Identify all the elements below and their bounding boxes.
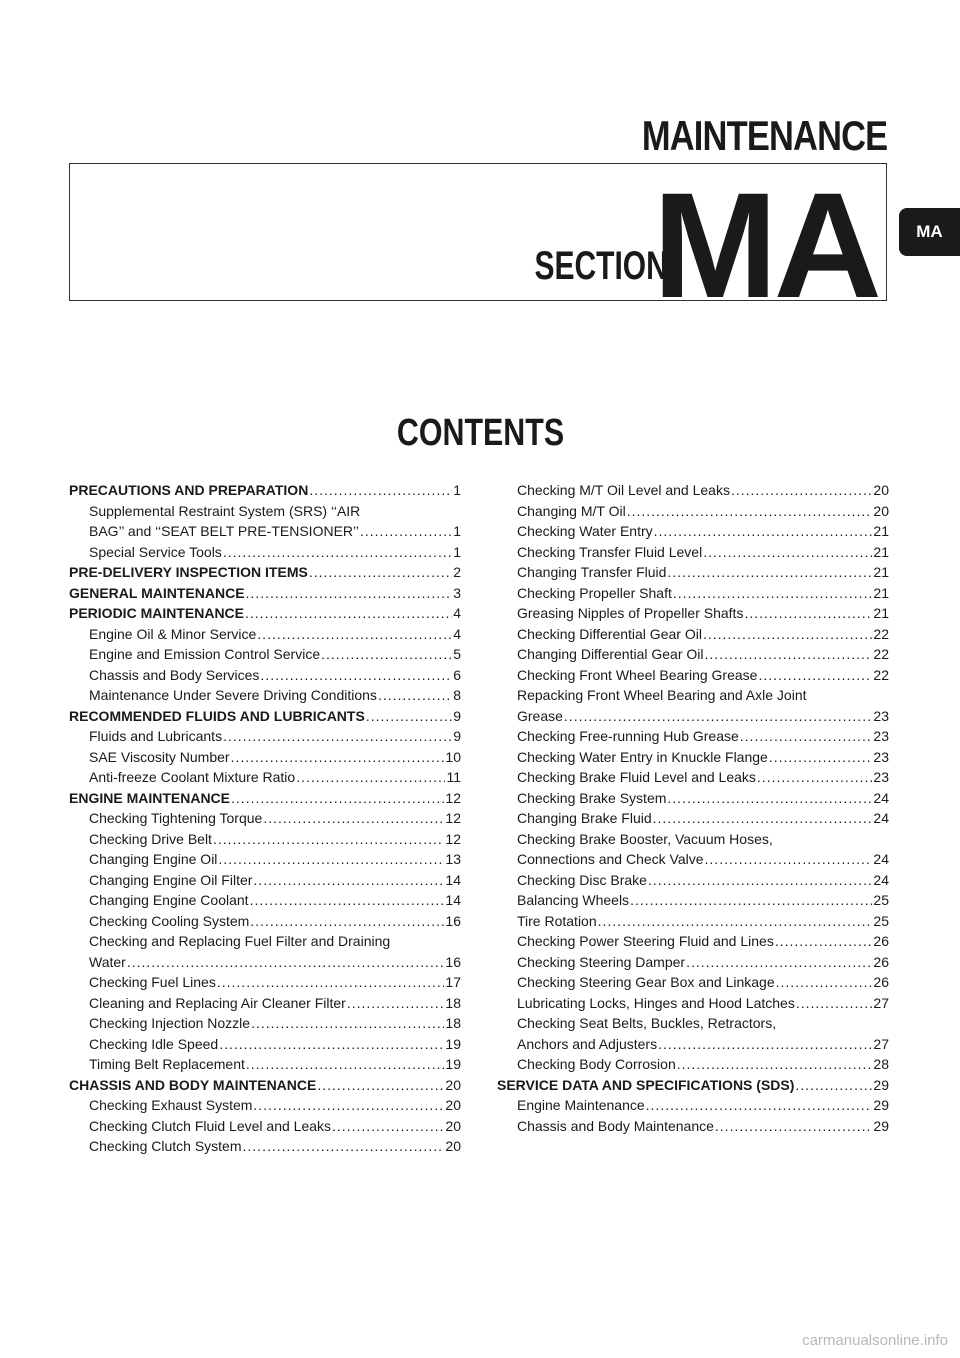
- toc-leader-dots: [263, 808, 444, 829]
- toc-page-number: 23: [873, 707, 889, 724]
- toc-section-entry[interactable]: [69, 1075, 461, 1096]
- toc-entry[interactable]: [497, 747, 889, 768]
- toc-entry-title: ENGINE MAINTENANCE: [69, 789, 231, 806]
- toc-entry-title: Changing Engine Oil Filter: [89, 871, 253, 888]
- toc-entry-title: Checking Fuel Lines: [89, 974, 216, 990]
- toc-entry-title: Checking Differential Gear Oil: [517, 625, 702, 642]
- toc-entry[interactable]: [497, 1054, 889, 1075]
- toc-entry[interactable]: [497, 931, 889, 952]
- toc-page-number: 11: [446, 769, 461, 785]
- toc-entry[interactable]: [69, 911, 461, 932]
- toc-entry[interactable]: [497, 952, 889, 973]
- toc-leader-dots: [246, 583, 453, 604]
- toc-page-number: 22: [873, 625, 889, 642]
- toc-leader-dots: [715, 1116, 873, 1137]
- toc-entry[interactable]: [69, 501, 461, 522]
- toc-page-number: 19: [445, 1056, 461, 1072]
- toc-leader-dots: [744, 603, 872, 624]
- toc-leader-dots: [231, 747, 445, 768]
- toc-entry[interactable]: [497, 829, 889, 850]
- toc-page-number: 3: [453, 584, 461, 601]
- toc-page-number: 21: [873, 605, 889, 621]
- toc-page-number: 22: [873, 666, 889, 683]
- toc-entry[interactable]: [69, 972, 461, 993]
- toc-page-number: 21: [873, 543, 889, 560]
- toc-leader-dots: [686, 952, 872, 973]
- toc-entry-title: Checking Power Steering Fluid and Lines: [517, 933, 774, 949]
- toc-entry[interactable]: [497, 808, 889, 829]
- toc-page-number: 9: [453, 707, 461, 724]
- toc-leader-dots: [673, 583, 873, 604]
- toc-leader-dots: [795, 1075, 872, 1096]
- toc-entry[interactable]: [69, 685, 461, 706]
- toc-entry[interactable]: [69, 767, 461, 788]
- toc-entry-title: Checking Exhaust System: [89, 1097, 253, 1113]
- toc-entry[interactable]: [69, 1034, 461, 1055]
- toc-entry[interactable]: [497, 583, 889, 604]
- toc-leader-dots: [776, 972, 873, 993]
- toc-entry[interactable]: [69, 1013, 461, 1034]
- toc-entry[interactable]: [497, 788, 889, 809]
- toc-leader-dots: [646, 1095, 873, 1116]
- toc-leader-dots: [257, 624, 452, 645]
- toc-entry-title: RECOMMENDED FLUIDS AND LUBRICANTS: [69, 707, 365, 724]
- toc-entry-title: Chassis and Body Maintenance: [517, 1117, 714, 1134]
- toc-entry-title: Lubricating Locks, Hinges and Hood Latches: [517, 994, 795, 1011]
- toc-page-number: 18: [445, 1015, 461, 1031]
- toc-entry-title: Checking Steering Gear Box and Linkage: [517, 974, 775, 990]
- toc-page-number: 24: [873, 851, 889, 867]
- toc-page-number: 13: [445, 851, 461, 867]
- section-banner: [69, 161, 887, 329]
- toc-page-number: 20: [445, 1117, 461, 1134]
- toc-leader-dots: [658, 1034, 872, 1055]
- toc-page-number: 24: [873, 789, 889, 806]
- toc-entry[interactable]: [497, 501, 889, 522]
- toc-page-number: 29: [873, 1097, 889, 1113]
- toc-entry-title: Checking Body Corrosion: [517, 1056, 676, 1072]
- toc-entry-title: Chassis and Body Services: [89, 666, 260, 683]
- toc-entry[interactable]: [497, 624, 889, 645]
- toc-leader-dots: [598, 911, 873, 932]
- toc-entry-title: Checking Brake System: [517, 789, 667, 806]
- toc-leader-dots: [309, 480, 452, 501]
- toc-entry-title: Changing M/T Oil: [517, 502, 626, 519]
- toc-entry[interactable]: [69, 644, 461, 665]
- toc-entry[interactable]: [497, 603, 889, 624]
- toc-leader-dots: [677, 1054, 873, 1075]
- toc-page-number: 1: [453, 482, 461, 498]
- toc-leader-dots: [223, 542, 452, 563]
- toc-entry[interactable]: [69, 849, 461, 870]
- toc-entry-title: PRECAUTIONS AND PREPARATION: [69, 482, 309, 498]
- toc-entry[interactable]: [497, 911, 889, 932]
- toc-page-number: 24: [873, 810, 889, 826]
- toc-entry[interactable]: [497, 542, 889, 563]
- toc-page-number: 22: [873, 646, 889, 662]
- toc-entry-title: Changing Brake Fluid: [517, 810, 652, 826]
- toc-entry-title: Checking Seat Belts, Buckles, Retractors,: [517, 1015, 777, 1031]
- toc-entry-title: BAG’’ and ‘‘SEAT BELT PRE-TENSIONER’’: [89, 523, 359, 539]
- toc-page-number: 23: [873, 728, 889, 744]
- section-label: SECTION: [534, 244, 668, 288]
- toc-entry[interactable]: [497, 870, 889, 891]
- toc-entry-title: Changing Engine Oil: [89, 851, 218, 867]
- toc-entry-title: PERIODIC MAINTENANCE: [69, 605, 245, 621]
- toc-leader-dots: [654, 521, 873, 542]
- toc-entry-title: Anchors and Adjusters: [517, 1035, 658, 1052]
- toc-entry-title: Checking Injection Nozzle: [89, 1015, 251, 1031]
- toc-entry[interactable]: [497, 767, 889, 788]
- toc-leader-dots: [796, 993, 873, 1014]
- toc-entry-title: SAE Viscosity Number: [89, 748, 230, 765]
- toc-leader-dots: [219, 1034, 444, 1055]
- toc-entry-title: Fluids and Lubricants: [89, 728, 223, 744]
- toc-entry-title: Checking Idle Speed: [89, 1035, 219, 1052]
- toc-leader-dots: [667, 788, 872, 809]
- toc-entry[interactable]: [69, 829, 461, 850]
- toc-entry-title: Checking Cooling System: [89, 912, 250, 929]
- toc-section-entry[interactable]: [69, 706, 461, 727]
- toc-entry[interactable]: [497, 685, 889, 706]
- footer-watermark: carmanualsonline.info: [802, 1332, 948, 1349]
- toc-entry[interactable]: [69, 931, 461, 952]
- toc-leader-dots: [758, 665, 872, 686]
- toc-entry-title: Engine and Emission Control Service: [89, 646, 321, 662]
- toc-leader-dots: [667, 562, 872, 583]
- toc-page-number: 21: [873, 584, 889, 601]
- toc-page-number: 29: [873, 1076, 889, 1093]
- toc-entry-title: Balancing Wheels: [517, 892, 630, 908]
- toc-entry[interactable]: [69, 1136, 461, 1157]
- toc-entry-title: Changing Transfer Fluid: [517, 564, 667, 580]
- toc-page-number: 9: [453, 728, 461, 744]
- section-side-tab[interactable]: MA: [899, 208, 960, 256]
- toc-leader-dots: [653, 808, 873, 829]
- toc-page-number: 23: [873, 748, 889, 765]
- toc-leader-dots: [366, 706, 452, 727]
- toc-page-number: 8: [453, 687, 461, 703]
- toc-section-entry[interactable]: [69, 583, 461, 604]
- toc-entry-title: Checking Free-running Hub Grease: [517, 728, 739, 744]
- toc-entry-title: Greasing Nipples of Propeller Shafts: [517, 605, 744, 621]
- toc-page-number: 27: [873, 1035, 889, 1052]
- toc-leader-dots: [731, 480, 872, 501]
- toc-entry[interactable]: [497, 521, 889, 542]
- toc-leader-dots: [243, 1136, 445, 1157]
- toc-entry[interactable]: [69, 890, 461, 911]
- toc-entry-title: SERVICE DATA AND SPECIFICATIONS (SDS): [497, 1076, 795, 1093]
- toc-page-number: 23: [873, 769, 889, 785]
- toc-entry-title: Grease: [517, 707, 563, 724]
- toc-entry[interactable]: [497, 972, 889, 993]
- toc-page-number: 20: [873, 482, 889, 498]
- toc-entry-title: Maintenance Under Severe Driving Conditions: [89, 687, 377, 703]
- toc-page-number: 12: [445, 789, 461, 806]
- toc-page-number: 29: [873, 1117, 889, 1134]
- toc-leader-dots: [378, 685, 452, 706]
- toc-section-entry[interactable]: [69, 562, 461, 583]
- toc-page-number: 14: [445, 871, 461, 888]
- toc-page-number: 27: [873, 994, 889, 1011]
- toc-leader-dots: [309, 562, 452, 583]
- toc-entry[interactable]: [69, 747, 461, 768]
- toc-entry-title: Checking Disc Brake: [517, 871, 647, 888]
- toc-entry-title: Checking Water Entry: [517, 523, 653, 539]
- toc-entry-title: Engine Maintenance: [517, 1097, 645, 1113]
- toc-entry[interactable]: [69, 624, 461, 645]
- toc-page-number: 12: [445, 830, 461, 847]
- toc-leader-dots: [251, 1013, 444, 1034]
- toc-entry-title: Checking and Replacing Fuel Filter and Draining: [89, 933, 391, 949]
- toc-entry[interactable]: [69, 870, 461, 891]
- toc-page-number: 16: [445, 953, 461, 970]
- toc-entry[interactable]: [497, 726, 889, 747]
- toc-entry[interactable]: [497, 665, 889, 686]
- toc-entry-title: Checking Clutch System: [89, 1138, 242, 1154]
- toc-page-number: 6: [453, 666, 461, 683]
- toc-leader-dots: [769, 747, 873, 768]
- toc-entry[interactable]: [497, 1034, 889, 1055]
- toc-leader-dots: [260, 665, 452, 686]
- toc-page-number: 20: [445, 1076, 461, 1093]
- toc-entry[interactable]: [497, 890, 889, 911]
- toc-leader-dots: [630, 890, 872, 911]
- toc-entry-title: Checking Front Wheel Bearing Grease: [517, 666, 758, 683]
- toc-entry[interactable]: [497, 993, 889, 1014]
- toc-entry-title: CHASSIS AND BODY MAINTENANCE: [69, 1076, 317, 1093]
- toc-page-number: 24: [873, 871, 889, 888]
- toc-entry-title: Checking M/T Oil Level and Leaks: [517, 482, 730, 498]
- toc-page-number: 26: [873, 974, 889, 990]
- toc-leader-dots: [317, 1075, 444, 1096]
- toc-entry[interactable]: [497, 480, 889, 501]
- toc-entry[interactable]: [69, 1095, 461, 1116]
- toc-page-number: 16: [445, 912, 461, 929]
- toc-entry[interactable]: [69, 665, 461, 686]
- toc-leader-dots: [360, 521, 452, 542]
- toc-page-number: 10: [445, 748, 461, 765]
- toc-entry-title: Checking Clutch Fluid Level and Leaks: [89, 1117, 332, 1134]
- toc-leader-dots: [564, 706, 873, 727]
- toc-leader-dots: [705, 644, 873, 665]
- toc-page-number: 2: [453, 564, 461, 580]
- toc-leader-dots: [253, 870, 444, 891]
- toc-entry-title: GENERAL MAINTENANCE: [69, 584, 245, 601]
- toc-page-number: 20: [445, 1097, 461, 1113]
- toc-leader-dots: [321, 644, 452, 665]
- toc-leader-dots: [245, 603, 452, 624]
- toc-entry[interactable]: [497, 849, 889, 870]
- toc-entry[interactable]: [69, 993, 461, 1014]
- toc-page-number: 1: [453, 543, 461, 560]
- toc-entry-title: Checking Drive Belt: [89, 830, 212, 847]
- toc-entry[interactable]: [69, 952, 461, 973]
- toc-entry[interactable]: [69, 521, 461, 542]
- toc-entry-title: Changing Engine Coolant: [89, 892, 249, 908]
- toc-entry[interactable]: [69, 1054, 461, 1075]
- toc-entry-title: Timing Belt Replacement: [89, 1056, 245, 1072]
- toc-entry-title: Connections and Check Valve: [517, 851, 704, 867]
- toc-page-number: 20: [873, 502, 889, 519]
- toc-entry-title: PRE-DELIVERY INSPECTION ITEMS: [69, 564, 308, 580]
- toc-entry-title: Checking Transfer Fluid Level: [517, 543, 703, 560]
- toc-page-number: 4: [453, 605, 461, 621]
- toc-entry-title: Engine Oil & Minor Service: [89, 625, 257, 642]
- toc-entry[interactable]: [69, 808, 461, 829]
- toc-leader-dots: [250, 911, 444, 932]
- toc-entry-title: Water: [89, 953, 126, 970]
- toc-entry-title: Supplemental Restraint System (SRS) ‘‘AIR: [89, 502, 361, 519]
- toc-page-number: 18: [445, 994, 461, 1011]
- toc-page-number: 25: [873, 892, 889, 908]
- toc-leader-dots: [705, 849, 873, 870]
- toc-leader-dots: [627, 501, 873, 522]
- toc-entry-title: Anti-freeze Coolant Mixture Ratio: [89, 769, 296, 785]
- contents-heading: [0, 412, 960, 455]
- toc-entry-title: Repacking Front Wheel Bearing and Axle Joint: [517, 687, 807, 703]
- toc-entry-title: Checking Tightening Torque: [89, 810, 263, 826]
- toc-entry[interactable]: [497, 1116, 889, 1137]
- toc-leader-dots: [775, 931, 873, 952]
- toc-leader-dots: [253, 1095, 444, 1116]
- toc-left-column: [69, 480, 461, 1157]
- toc-page-number: 20: [445, 1138, 461, 1154]
- toc-section-entry[interactable]: [69, 788, 461, 809]
- toc-leader-dots: [703, 624, 872, 645]
- toc-leader-dots: [231, 788, 444, 809]
- toc-page-number: 26: [873, 933, 889, 949]
- toc-leader-dots: [703, 542, 872, 563]
- toc-entry[interactable]: [69, 726, 461, 747]
- toc-leader-dots: [757, 767, 873, 788]
- toc-entry[interactable]: [69, 1116, 461, 1137]
- toc-entry-title: Checking Steering Damper: [517, 953, 686, 970]
- toc-leader-dots: [213, 829, 444, 850]
- toc-section-entry[interactable]: [69, 603, 461, 624]
- toc-right-column: [497, 480, 889, 1136]
- toc-page-number: 21: [873, 564, 889, 580]
- toc-leader-dots: [218, 849, 444, 870]
- toc-page-number: 4: [453, 625, 461, 642]
- toc-page-number: 26: [873, 953, 889, 970]
- toc-entry-title: Tire Rotation: [517, 912, 597, 929]
- toc-leader-dots: [648, 870, 872, 891]
- toc-entry-title: Special Service Tools: [89, 543, 222, 560]
- toc-page-number: 25: [873, 912, 889, 929]
- toc-entry[interactable]: [497, 562, 889, 583]
- toc-entry[interactable]: [497, 1013, 889, 1034]
- toc-leader-dots: [250, 890, 445, 911]
- toc-entry[interactable]: [497, 1095, 889, 1116]
- toc-leader-dots: [127, 952, 445, 973]
- toc-leader-dots: [217, 972, 445, 993]
- toc-leader-dots: [740, 726, 873, 747]
- toc-entry[interactable]: [497, 644, 889, 665]
- toc-page-number: 5: [453, 646, 461, 662]
- toc-page-number: 28: [873, 1056, 889, 1072]
- toc-entry-title: Checking Water Entry in Knuckle Flange: [517, 748, 768, 765]
- toc-page-number: 17: [445, 974, 461, 990]
- toc-leader-dots: [332, 1116, 444, 1137]
- toc-page-number: 19: [445, 1035, 461, 1052]
- toc-leader-dots: [296, 767, 445, 788]
- toc-entry-title: Cleaning and Replacing Air Cleaner Filter: [89, 994, 346, 1011]
- toc-page-number: 21: [873, 523, 889, 539]
- toc-entry-title: Checking Brake Fluid Level and Leaks: [517, 769, 756, 785]
- toc-page-number: 12: [445, 810, 461, 826]
- toc-entry[interactable]: [497, 706, 889, 727]
- toc-entry[interactable]: [69, 542, 461, 563]
- toc-section-entry[interactable]: [497, 1075, 889, 1096]
- toc-entry-title: Checking Propeller Shaft: [517, 584, 672, 601]
- toc-page-number: 14: [445, 892, 461, 908]
- toc-leader-dots: [347, 993, 445, 1014]
- toc-leader-dots: [223, 726, 452, 747]
- page-title: MAINTENANCE: [641, 112, 887, 159]
- section-code: MA: [652, 161, 878, 329]
- contents-heading-text: CONTENTS: [396, 412, 564, 454]
- toc-entry-title: Changing Differential Gear Oil: [517, 646, 704, 662]
- toc-entry-title: Checking Brake Booster, Vacuum Hoses,: [517, 830, 773, 847]
- toc-leader-dots: [246, 1054, 445, 1075]
- toc-section-entry[interactable]: [69, 480, 461, 501]
- toc-page-number: 1: [453, 523, 461, 539]
